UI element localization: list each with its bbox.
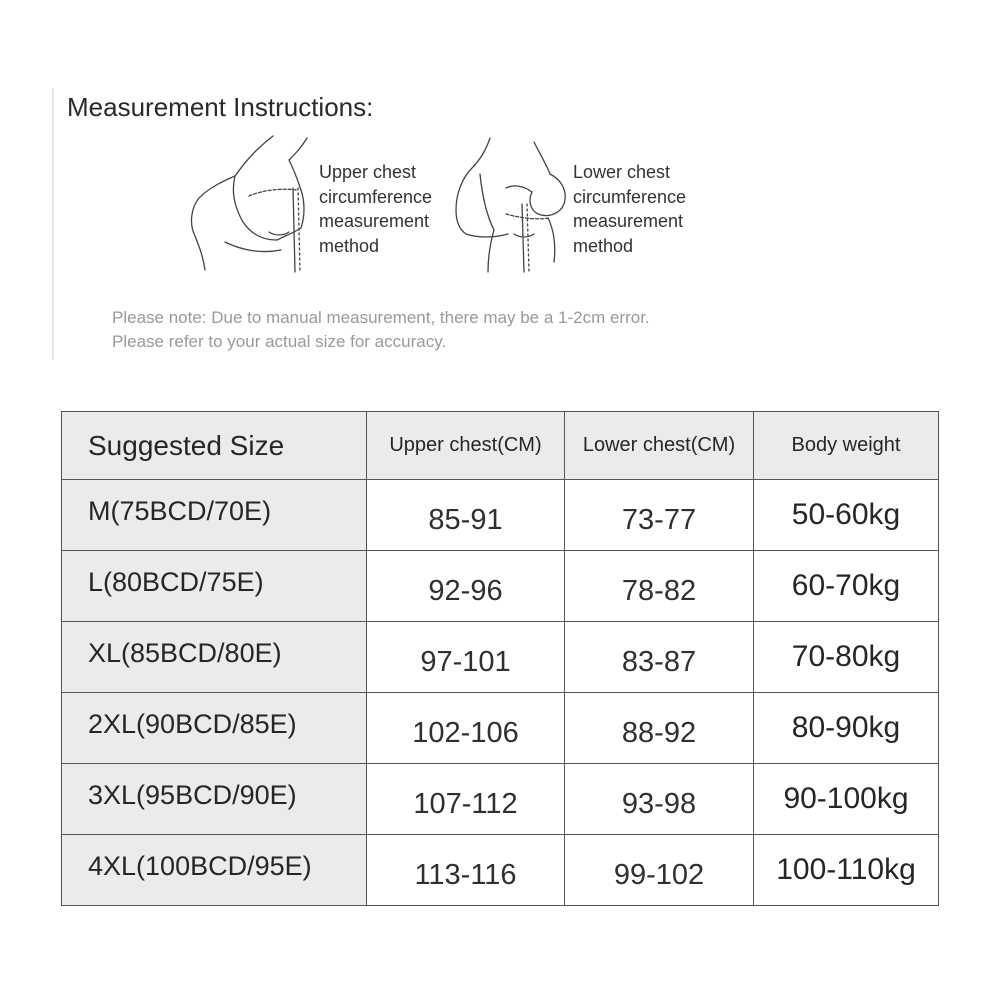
lower-chest-cell: 99-102 [565,835,754,906]
caption-line: circumference [319,186,433,207]
lower-chest-caption [573,160,686,258]
upper-chest-caption [319,160,432,258]
lower-chest-cell: 88-92 [565,693,754,764]
header-body-weight: Body weight [754,412,939,480]
lower-chest-cell: 83-87 [565,622,754,693]
size-cell: L(80BCD/75E) [62,551,367,622]
body-weight-cell: 70-80kg [754,622,939,693]
body-weight-cell: 100-110kg [754,835,939,906]
upper-chest-cell: 92-96 [367,551,565,622]
upper-chest-cell: 113-116 [367,835,565,906]
measurement-error-note [112,306,650,354]
body-weight-cell: 90-100kg [754,764,939,835]
left-divider-line [52,88,54,360]
size-cell: 2XL(90BCD/85E) [62,693,367,764]
caption-line: circumference [573,186,687,207]
lower-chest-cell: 93-98 [565,764,754,835]
measurement-instructions-heading: Measurement Instructions: [67,92,374,122]
body-weight-cell: 80-90kg [754,693,939,764]
table-row [62,480,939,551]
upper-chest-measurement-illustration-icon [185,132,315,274]
caption-line: measurement [573,211,684,231]
note-line: Please note: Due to manual measurement, there may be a 1-2cm error. [112,308,650,327]
header-lower-chest: Lower chest(CM) [565,412,754,480]
table-row [62,835,939,906]
size-cell: M(75BCD/70E) [62,480,367,551]
table-row [62,622,939,693]
upper-chest-cell: 102-106 [367,693,565,764]
caption-line: method [573,235,634,256]
caption-line: Upper chest [319,162,417,182]
lower-chest-measurement-illustration-icon [450,134,572,274]
body-weight-cell: 60-70kg [754,551,939,622]
lower-chest-cell: 73-77 [565,480,754,551]
caption-line: measurement [319,211,430,231]
upper-chest-cell: 97-101 [367,622,565,693]
header-suggested-size: Suggested Size [62,412,367,480]
caption-line: method [319,235,380,256]
size-chart-table [61,411,939,906]
header-upper-chest: Upper chest(CM) [367,412,565,480]
note-line: Please refer to your actual size for accuracy. [112,332,447,351]
table-row [62,551,939,622]
upper-chest-cell: 85-91 [367,480,565,551]
size-cell: 3XL(95BCD/90E) [62,764,367,835]
upper-chest-cell: 107-112 [367,764,565,835]
table-row [62,764,939,835]
caption-line: Lower chest [573,162,671,182]
table-row [62,693,939,764]
body-weight-cell: 50-60kg [754,480,939,551]
size-cell: 4XL(100BCD/95E) [62,835,367,906]
size-cell: XL(85BCD/80E) [62,622,367,693]
table-header-row [62,412,939,480]
lower-chest-cell: 78-82 [565,551,754,622]
